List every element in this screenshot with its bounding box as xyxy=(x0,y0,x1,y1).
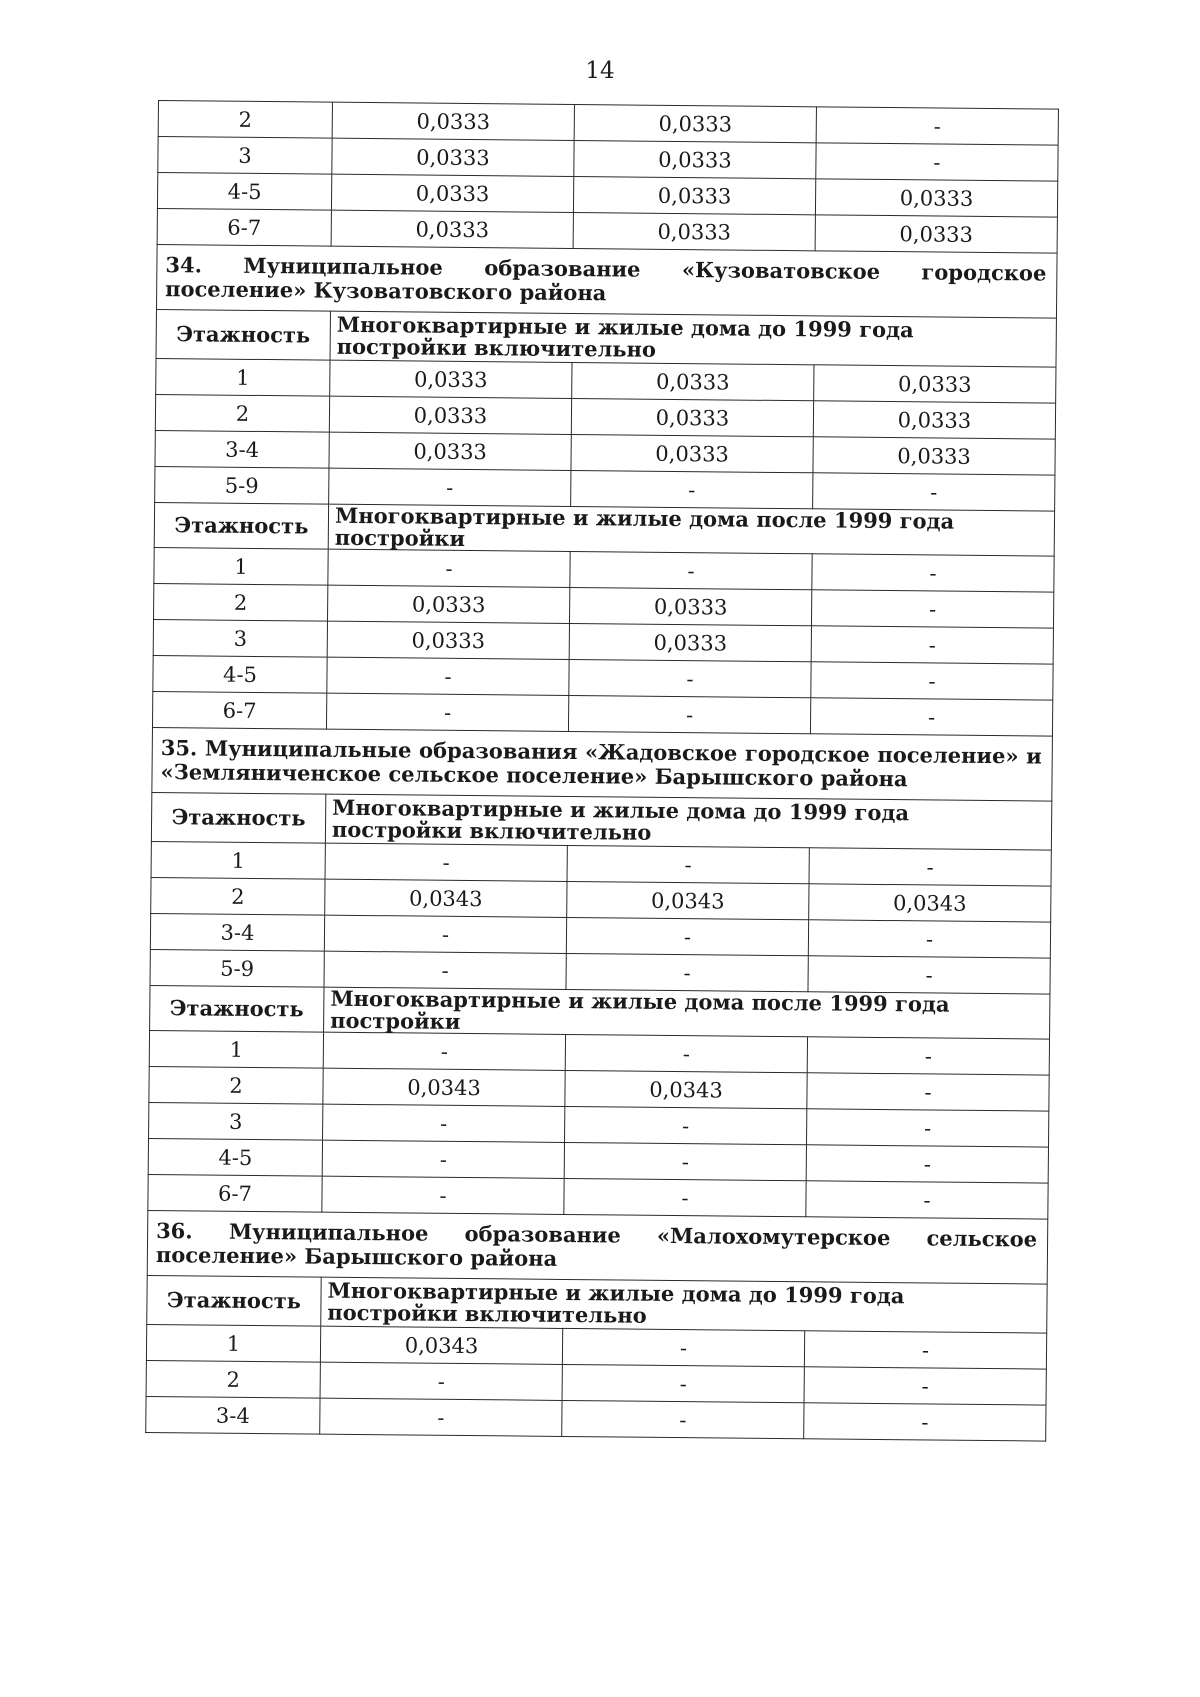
floors-column-header: Этажность xyxy=(150,985,324,1032)
value-cell: - xyxy=(568,695,810,733)
floors-cell: 3 xyxy=(153,619,327,657)
floors-cell: 2 xyxy=(155,394,329,432)
value-cell: 0,0333 xyxy=(574,104,816,142)
floors-cell: 2 xyxy=(154,583,328,621)
value-cell: - xyxy=(323,1104,565,1142)
floors-cell: 4-5 xyxy=(157,173,331,211)
value-cell: - xyxy=(566,917,808,955)
value-cell: - xyxy=(565,1034,807,1072)
value-cell: - xyxy=(566,953,808,991)
value-cell: - xyxy=(806,1145,1048,1183)
value-cell: - xyxy=(806,1181,1048,1219)
value-cell: - xyxy=(804,1403,1046,1441)
value-cell: - xyxy=(322,1140,564,1178)
value-cell: 0,0333 xyxy=(813,401,1055,439)
value-cell: - xyxy=(323,1032,565,1070)
value-cell: 0,0333 xyxy=(328,585,570,623)
floors-cell: 1 xyxy=(146,1324,320,1362)
value-cell: 0,0333 xyxy=(331,174,573,212)
section-title-row xyxy=(152,727,1053,801)
section-title-row xyxy=(156,244,1057,318)
value-cell: - xyxy=(804,1367,1046,1405)
value-cell: - xyxy=(326,693,568,731)
value-cell: 0,0333 xyxy=(330,360,572,398)
value-cell: 0,0333 xyxy=(331,210,573,248)
value-cell: 0,0333 xyxy=(329,432,571,470)
value-cell: 0,0333 xyxy=(814,365,1056,403)
section-title: 36. Муниципальное образование «Малохомутерское сельское поселение» Барышского района xyxy=(147,1210,1048,1284)
value-cell: - xyxy=(567,845,809,883)
value-cell: - xyxy=(813,473,1055,511)
value-cell: 0,0333 xyxy=(815,215,1057,253)
floors-cell: 2 xyxy=(146,1360,320,1398)
floors-cell: 5-9 xyxy=(150,949,324,987)
value-cell: 0,0343 xyxy=(809,884,1051,922)
floors-cell: 3-4 xyxy=(146,1396,320,1434)
block-header-row xyxy=(151,792,1051,850)
value-cell: - xyxy=(571,470,813,508)
block-heading: Многоквартирные и жилые дома до 1999 года постройки включительно xyxy=(321,1277,1047,1333)
floors-cell: 2 xyxy=(151,877,325,915)
value-cell: - xyxy=(562,1328,804,1366)
value-cell: - xyxy=(327,657,569,695)
value-cell: - xyxy=(562,1364,804,1402)
value-cell: 0,0333 xyxy=(327,621,569,659)
value-cell: - xyxy=(811,662,1053,700)
floors-cell: 1 xyxy=(151,841,325,879)
value-cell: - xyxy=(807,1073,1049,1111)
floors-cell: 1 xyxy=(156,358,330,396)
block-heading: Многоквартирные и жилые дома до 1999 года постройки включительно xyxy=(325,794,1051,850)
value-cell: - xyxy=(804,1331,1046,1369)
value-cell: - xyxy=(320,1398,562,1436)
value-cell: 0,0333 xyxy=(571,434,813,472)
value-cell: - xyxy=(811,590,1053,628)
value-cell: - xyxy=(570,551,812,589)
value-cell: - xyxy=(807,1109,1049,1147)
floors-column-header: Этажность xyxy=(151,792,325,843)
value-cell: - xyxy=(810,698,1052,736)
value-cell: - xyxy=(325,843,567,881)
value-cell: - xyxy=(329,468,571,506)
page-number: 14 xyxy=(585,58,615,84)
floors-cell: 4-5 xyxy=(153,655,327,693)
floors-cell: 6-7 xyxy=(157,208,331,246)
floors-cell: 3-4 xyxy=(155,430,329,468)
value-cell: 0,0333 xyxy=(813,437,1055,475)
value-cell: - xyxy=(324,915,566,953)
value-cell: - xyxy=(565,1106,807,1144)
floors-column-header: Этажность xyxy=(147,1275,321,1326)
block-heading: Многоквартирные и жилые дома до 1999 года постройки включительно xyxy=(330,311,1056,367)
value-cell: 0,0343 xyxy=(565,1070,807,1108)
value-cell: 0,0343 xyxy=(325,879,567,917)
value-cell: - xyxy=(320,1362,562,1400)
value-cell: - xyxy=(812,554,1054,592)
floors-cell: 3 xyxy=(149,1102,323,1140)
value-cell: - xyxy=(562,1400,804,1438)
value-cell: - xyxy=(808,956,1050,994)
floors-column-header: Этажность xyxy=(154,502,328,549)
value-cell: - xyxy=(564,1142,806,1180)
value-cell: 0,0343 xyxy=(567,881,809,919)
tariff-table-body xyxy=(146,101,1059,1442)
value-cell: 0,0343 xyxy=(323,1068,565,1106)
value-cell: - xyxy=(808,920,1050,958)
value-cell: 0,0333 xyxy=(569,587,811,625)
floors-cell: 2 xyxy=(149,1066,323,1104)
value-cell: 0,0333 xyxy=(574,140,816,178)
value-cell: 0,0333 xyxy=(571,398,813,436)
value-cell: 0,0333 xyxy=(329,396,571,434)
floors-column-header: Этажность xyxy=(156,309,330,360)
block-heading: Многоквартирные и жилые дома после 1999 года постройки xyxy=(324,987,1050,1039)
section-title-row xyxy=(147,1210,1048,1284)
value-cell: 0,0343 xyxy=(320,1326,562,1364)
value-cell: - xyxy=(816,143,1058,181)
value-cell: 0,0333 xyxy=(572,362,814,400)
block-heading: Многоквартирные и жилые дома после 1999 года постройки xyxy=(328,504,1054,556)
floors-cell: 5-9 xyxy=(155,466,329,504)
floors-cell: 2 xyxy=(158,101,332,139)
value-cell: - xyxy=(324,951,566,989)
value-cell: 0,0333 xyxy=(569,623,811,661)
value-cell: - xyxy=(322,1176,564,1214)
floors-cell: 4-5 xyxy=(148,1138,322,1176)
section-title: 34. Муниципальное образование «Кузоватовское городское поселение» Кузоватовского района xyxy=(156,244,1057,318)
table-row xyxy=(146,1396,1046,1441)
value-cell: - xyxy=(328,549,570,587)
value-cell: - xyxy=(807,1037,1049,1075)
value-cell: 0,0333 xyxy=(332,102,574,140)
floors-cell: 3-4 xyxy=(150,913,324,951)
floors-cell: 3 xyxy=(158,137,332,175)
floors-cell: 6-7 xyxy=(148,1174,322,1212)
value-cell: 0,0333 xyxy=(332,138,574,176)
value-cell: 0,0333 xyxy=(573,212,815,250)
floors-cell: 1 xyxy=(154,547,328,585)
block-header-row xyxy=(156,309,1056,367)
block-header-row xyxy=(147,1275,1047,1333)
value-cell: 0,0333 xyxy=(573,176,815,214)
value-cell: 0,0333 xyxy=(815,179,1057,217)
value-cell: - xyxy=(811,626,1053,664)
floors-cell: 6-7 xyxy=(152,691,326,729)
value-cell: - xyxy=(564,1178,806,1216)
value-cell: - xyxy=(816,107,1058,145)
value-cell: - xyxy=(809,848,1051,886)
tariff-table xyxy=(145,100,1059,1442)
section-title: 35. Муниципальные образования «Жадовское городское поселение» и «Земляниченское сельское поселение» Барышского района xyxy=(152,727,1053,801)
floors-cell: 1 xyxy=(149,1030,323,1068)
value-cell: - xyxy=(569,659,811,697)
